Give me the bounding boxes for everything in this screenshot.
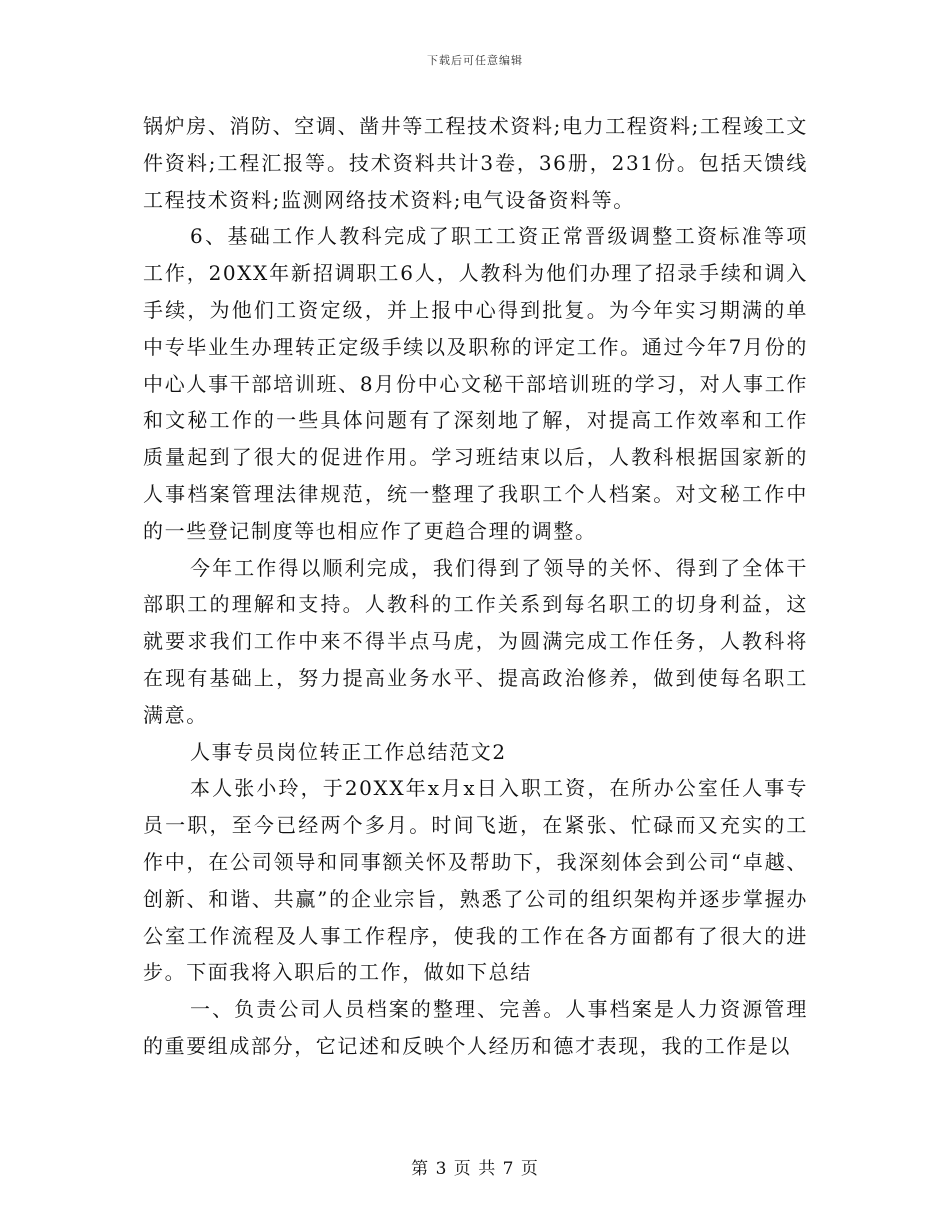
paragraph: 本人张小玲，于20XX年x月x日入职工资，在所办公室任人事专员一职，至今已经两个多月。时间飞逝，在紧张、忙碌而又充实的工作中，在公司领导和同事额关怀及帮助下，我深刻体会到公司“卓越、创新、和谐、共赢”的企业宗旨，熟悉了公司的组织架构并逐步掌握办公室工作流程及人事工作程序，使我的工作在各方面都有了很大的进步。下面我将入职后的工作，做如下总结 bbox=[143, 776, 808, 985]
paragraph: 今年工作得以顺利完成，我们得到了领导的关怀、得到了全体干部职工的理解和支持。人教科的工作关系到每名职工的切身利益，这就要求我们工作中来不得半点马虎，为圆满完成工作任务，人教科将在现有基础上，努力提高业务水平、提高政治修养，做到使每名职工满意。 bbox=[143, 555, 808, 727]
paragraph: 6、基础工作人教科完成了职工工资正常晋级调整工资标准等项工作，20XX年新招调职工6人，人教科为他们办理了招录手续和调入手续，为他们工资定级，并上报中心得到批复。为今年实习期满的单中专毕业生办理转正定级手续以及职称的评定工作。通过今年7月份的中心人事干部培训班、8月份中心文秘干部培训班的学习，对人事工作和文秘工作的一些具体问题有了深刻地了解，对提高工作效率和工作质量起到了很大的促进作用。学习班结束以后，人教科根据国家新的人事档案管理法律规范，统一整理了我职工个人档案。对文秘工作中的一些登记制度等也相应作了更趋合理的调整。 bbox=[143, 224, 808, 543]
paragraph: 锅炉房、消防、空调、凿井等工程技术资料;电力工程资料;工程竣工文件资料;工程汇报等。技术资料共计3卷，36册，231份。包括天馈线工程技术资料;监测网络技术资料;电气设备资料等。 bbox=[143, 114, 808, 212]
document-body bbox=[143, 108, 808, 1065]
page-number: 第 3 页 共 7 页 bbox=[411, 1159, 539, 1179]
page-header: 下载后可任意编辑 bbox=[427, 54, 523, 67]
paragraph: 一、负责公司人员档案的整理、完善。人事档案是人力资源管理的重要组成部分，它记述和反映个人经历和德才表现，我的工作是以 bbox=[143, 997, 808, 1058]
section-heading: 人事专员岗位转正工作总结范文2 bbox=[190, 739, 507, 764]
